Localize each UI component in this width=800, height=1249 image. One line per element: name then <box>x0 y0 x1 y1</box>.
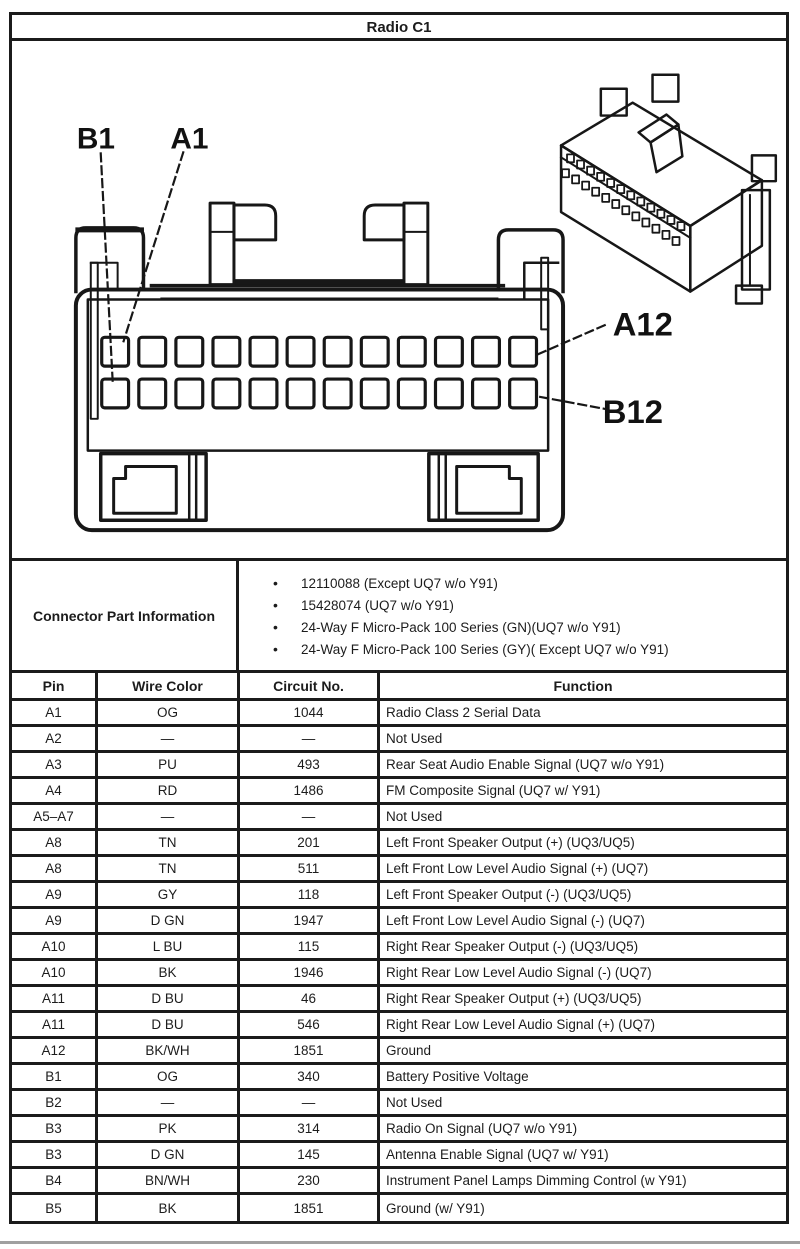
cell-circuit-no: 115 <box>240 935 380 958</box>
iso-end-plate <box>742 190 770 289</box>
cell-wire-color: D BU <box>98 987 240 1010</box>
table-row <box>12 1143 786 1169</box>
cell-function: Instrument Panel Lamps Dimming Control (w Y91) <box>386 1173 687 1188</box>
pin-grid <box>102 337 537 408</box>
leader-a1 <box>124 152 184 341</box>
table-row <box>12 883 786 909</box>
cell-pin: B1 <box>12 1065 98 1088</box>
cell-wire-color: PK <box>98 1117 240 1140</box>
page-title: Radio C1 <box>12 15 786 41</box>
pin-table-header <box>12 673 786 701</box>
cell-wire-color: TN <box>98 857 240 880</box>
cell-function: Not Used <box>386 1095 443 1110</box>
cell-pin: A3 <box>12 753 98 776</box>
cell-wire-color: BN/WH <box>98 1169 240 1192</box>
cell-function: Not Used <box>386 809 443 824</box>
table-row <box>12 1169 786 1195</box>
cell-function: Battery Positive Voltage <box>386 1069 529 1084</box>
cell-wire-color: GY <box>98 883 240 906</box>
cell-pin: A1 <box>12 701 98 724</box>
cell-circuit-no: 1486 <box>240 779 380 802</box>
table-row <box>12 909 786 935</box>
connector-part-information-list <box>239 561 786 670</box>
iso-front-ridge <box>561 157 690 238</box>
cell-pin: B5 <box>12 1195 98 1221</box>
cell-function: Left Front Speaker Output (+) (UQ3/UQ5) <box>386 835 635 850</box>
table-row <box>12 961 786 987</box>
cell-wire-color: BK <box>98 1195 240 1221</box>
left-end-block <box>76 228 144 292</box>
cell-wire-color: PU <box>98 753 240 776</box>
table-row <box>12 1091 786 1117</box>
iso-front-face <box>561 145 690 291</box>
mount-tab-2-hook <box>364 205 404 240</box>
cell-function: Left Front Low Level Audio Signal (+) (UQ7) <box>386 861 649 876</box>
cell-function: Left Front Speaker Output (-) (UQ3/UQ5) <box>386 887 632 902</box>
cell-pin: B4 <box>12 1169 98 1192</box>
cell-function: Right Rear Speaker Output (+) (UQ3/UQ5) <box>386 991 642 1006</box>
table-row <box>12 779 786 805</box>
iso-end-foot <box>736 286 762 304</box>
bullet-icon: • <box>273 640 278 657</box>
table-row <box>12 805 786 831</box>
bullet-icon: • <box>273 574 278 591</box>
cell-circuit-no: 546 <box>240 1013 380 1036</box>
left-foot-inner <box>114 467 177 514</box>
connector-diagram-svg <box>12 41 786 558</box>
iso-pin-holes <box>562 154 684 245</box>
cell-circuit-no: — <box>240 727 380 750</box>
pin-label-b12: B12 <box>602 392 663 430</box>
document-page <box>9 12 789 1224</box>
bullet-icon: • <box>273 618 278 635</box>
cell-function: Not Used <box>386 731 443 746</box>
connector-isometric-illustration <box>561 75 776 304</box>
list-item-text: 15428074 (UQ7 w/o Y91) <box>301 597 454 613</box>
table-row <box>12 753 786 779</box>
cell-wire-color: OG <box>98 701 240 724</box>
cell-wire-color: OG <box>98 1065 240 1088</box>
cell-function: FM Composite Signal (UQ7 w/ Y91) <box>386 783 601 798</box>
cell-circuit-no: 493 <box>240 753 380 776</box>
cell-wire-color: RD <box>98 779 240 802</box>
list-item <box>269 619 786 635</box>
cell-circuit-no: 145 <box>240 1143 380 1166</box>
cell-function: Right Rear Speaker Output (-) (UQ3/UQ5) <box>386 939 639 954</box>
cell-pin: A10 <box>12 935 98 958</box>
list-item <box>269 597 786 613</box>
mount-tab-1-post <box>210 203 234 285</box>
cell-wire-color: — <box>98 1091 240 1114</box>
cell-wire-color: TN <box>98 831 240 854</box>
cell-function: Ground (w/ Y91) <box>386 1200 485 1216</box>
cell-circuit-no: 1044 <box>240 701 380 724</box>
right-foot-inner <box>457 467 522 514</box>
cell-pin: A9 <box>12 883 98 906</box>
iso-latch-body <box>651 125 683 173</box>
cell-function: Right Rear Low Level Audio Signal (-) (UQ7) <box>386 965 652 980</box>
cell-circuit-no: 118 <box>240 883 380 906</box>
cell-circuit-no: 1851 <box>240 1195 380 1221</box>
pin-label-b1: B1 <box>76 122 115 156</box>
cell-pin: A9 <box>12 909 98 932</box>
bullet-icon: • <box>273 596 278 613</box>
iso-tab-1 <box>601 89 627 116</box>
list-item-text: 24-Way F Micro-Pack 100 Series (GN)(UQ7 w/o Y91) <box>301 619 621 635</box>
table-row <box>12 1039 786 1065</box>
pin-table-body <box>12 701 786 1221</box>
cell-wire-color: D BU <box>98 1013 240 1036</box>
leader-b12 <box>540 397 605 409</box>
header-cell-circuit-no: Circuit No. <box>240 673 380 698</box>
cell-circuit-no: 1947 <box>240 909 380 932</box>
cell-wire-color: BK <box>98 961 240 984</box>
table-row <box>12 857 786 883</box>
cell-wire-color: L BU <box>98 935 240 958</box>
cell-pin: A8 <box>12 831 98 854</box>
cell-circuit-no: — <box>240 1091 380 1114</box>
list-item <box>269 575 786 591</box>
table-row <box>12 1065 786 1091</box>
cell-function: Ground <box>386 1043 432 1058</box>
list-item-text: 12110088 (Except UQ7 w/o Y91) <box>301 575 498 591</box>
cell-function: Radio On Signal (UQ7 w/o Y91) <box>386 1121 578 1136</box>
cell-function: Left Front Low Level Audio Signal (-) (UQ7) <box>386 913 645 928</box>
cell-circuit-no: — <box>240 805 380 828</box>
left-slot-top <box>91 263 118 290</box>
cell-pin: A4 <box>12 779 98 802</box>
table-row <box>12 701 786 727</box>
cell-pin: A5–A7 <box>12 805 98 828</box>
cell-circuit-no: 314 <box>240 1117 380 1140</box>
header-cell-function: Function <box>553 677 613 694</box>
table-row <box>12 831 786 857</box>
table-row <box>12 935 786 961</box>
left-slot <box>91 263 98 419</box>
iso-end-face <box>690 180 762 291</box>
cell-pin: B3 <box>12 1117 98 1140</box>
right-end-block <box>498 230 563 292</box>
left-foot-rail <box>189 454 196 521</box>
cell-circuit-no: 511 <box>240 857 380 880</box>
iso-tab-2 <box>653 75 679 102</box>
cell-circuit-no: 230 <box>240 1169 380 1192</box>
cell-pin: A8 <box>12 857 98 880</box>
cell-circuit-no: 1946 <box>240 961 380 984</box>
bottom-feet <box>101 454 538 521</box>
connector-body-outline <box>76 290 563 531</box>
cell-pin: A2 <box>12 727 98 750</box>
cell-pin: A10 <box>12 961 98 984</box>
cell-pin: A12 <box>12 1039 98 1062</box>
table-row <box>12 987 786 1013</box>
cell-wire-color: BK/WH <box>98 1039 240 1062</box>
header-cell-pin: Pin <box>12 673 98 698</box>
mount-tab-1-hook <box>234 205 276 240</box>
cell-wire-color: D GN <box>98 1143 240 1166</box>
cell-circuit-no: 340 <box>240 1065 380 1088</box>
cell-circuit-no: 1851 <box>240 1039 380 1062</box>
table-row <box>12 1195 786 1221</box>
mount-tab-2-post <box>404 203 428 285</box>
scan-artifact-line <box>0 1241 800 1244</box>
list-item <box>269 641 786 657</box>
cell-wire-color: D GN <box>98 909 240 932</box>
cell-function: Right Rear Low Level Audio Signal (+) (UQ7) <box>386 1017 656 1032</box>
cell-function: Radio Class 2 Serial Data <box>386 705 541 720</box>
table-row <box>12 1013 786 1039</box>
cell-pin: A11 <box>12 987 98 1010</box>
connector-part-information-row <box>12 561 786 673</box>
cell-circuit-no: 46 <box>240 987 380 1010</box>
connector-face-view <box>76 122 673 530</box>
header-cell-wire-color: Wire Color <box>98 673 240 698</box>
cell-function: Rear Seat Audio Enable Signal (UQ7 w/o Y91) <box>386 757 665 772</box>
cell-function: Antenna Enable Signal (UQ7 w/ Y91) <box>386 1147 609 1162</box>
list-item-text: 24-Way F Micro-Pack 100 Series (GY)( Except UQ7 w/o Y91) <box>301 641 669 657</box>
cell-wire-color: — <box>98 805 240 828</box>
cell-pin: B3 <box>12 1143 98 1166</box>
pin-label-a12: A12 <box>612 305 673 343</box>
table-row <box>12 1117 786 1143</box>
pin-label-a1: A1 <box>170 122 209 156</box>
right-foot-rail <box>439 454 446 521</box>
cell-circuit-no: 201 <box>240 831 380 854</box>
connector-diagram-panel <box>12 41 786 561</box>
table-row <box>12 727 786 753</box>
connector-inner-wall <box>88 300 548 451</box>
cell-pin: A11 <box>12 1013 98 1036</box>
cell-wire-color: — <box>98 727 240 750</box>
cell-pin: B2 <box>12 1091 98 1114</box>
connector-part-information-label: Connector Part Information <box>12 561 239 670</box>
